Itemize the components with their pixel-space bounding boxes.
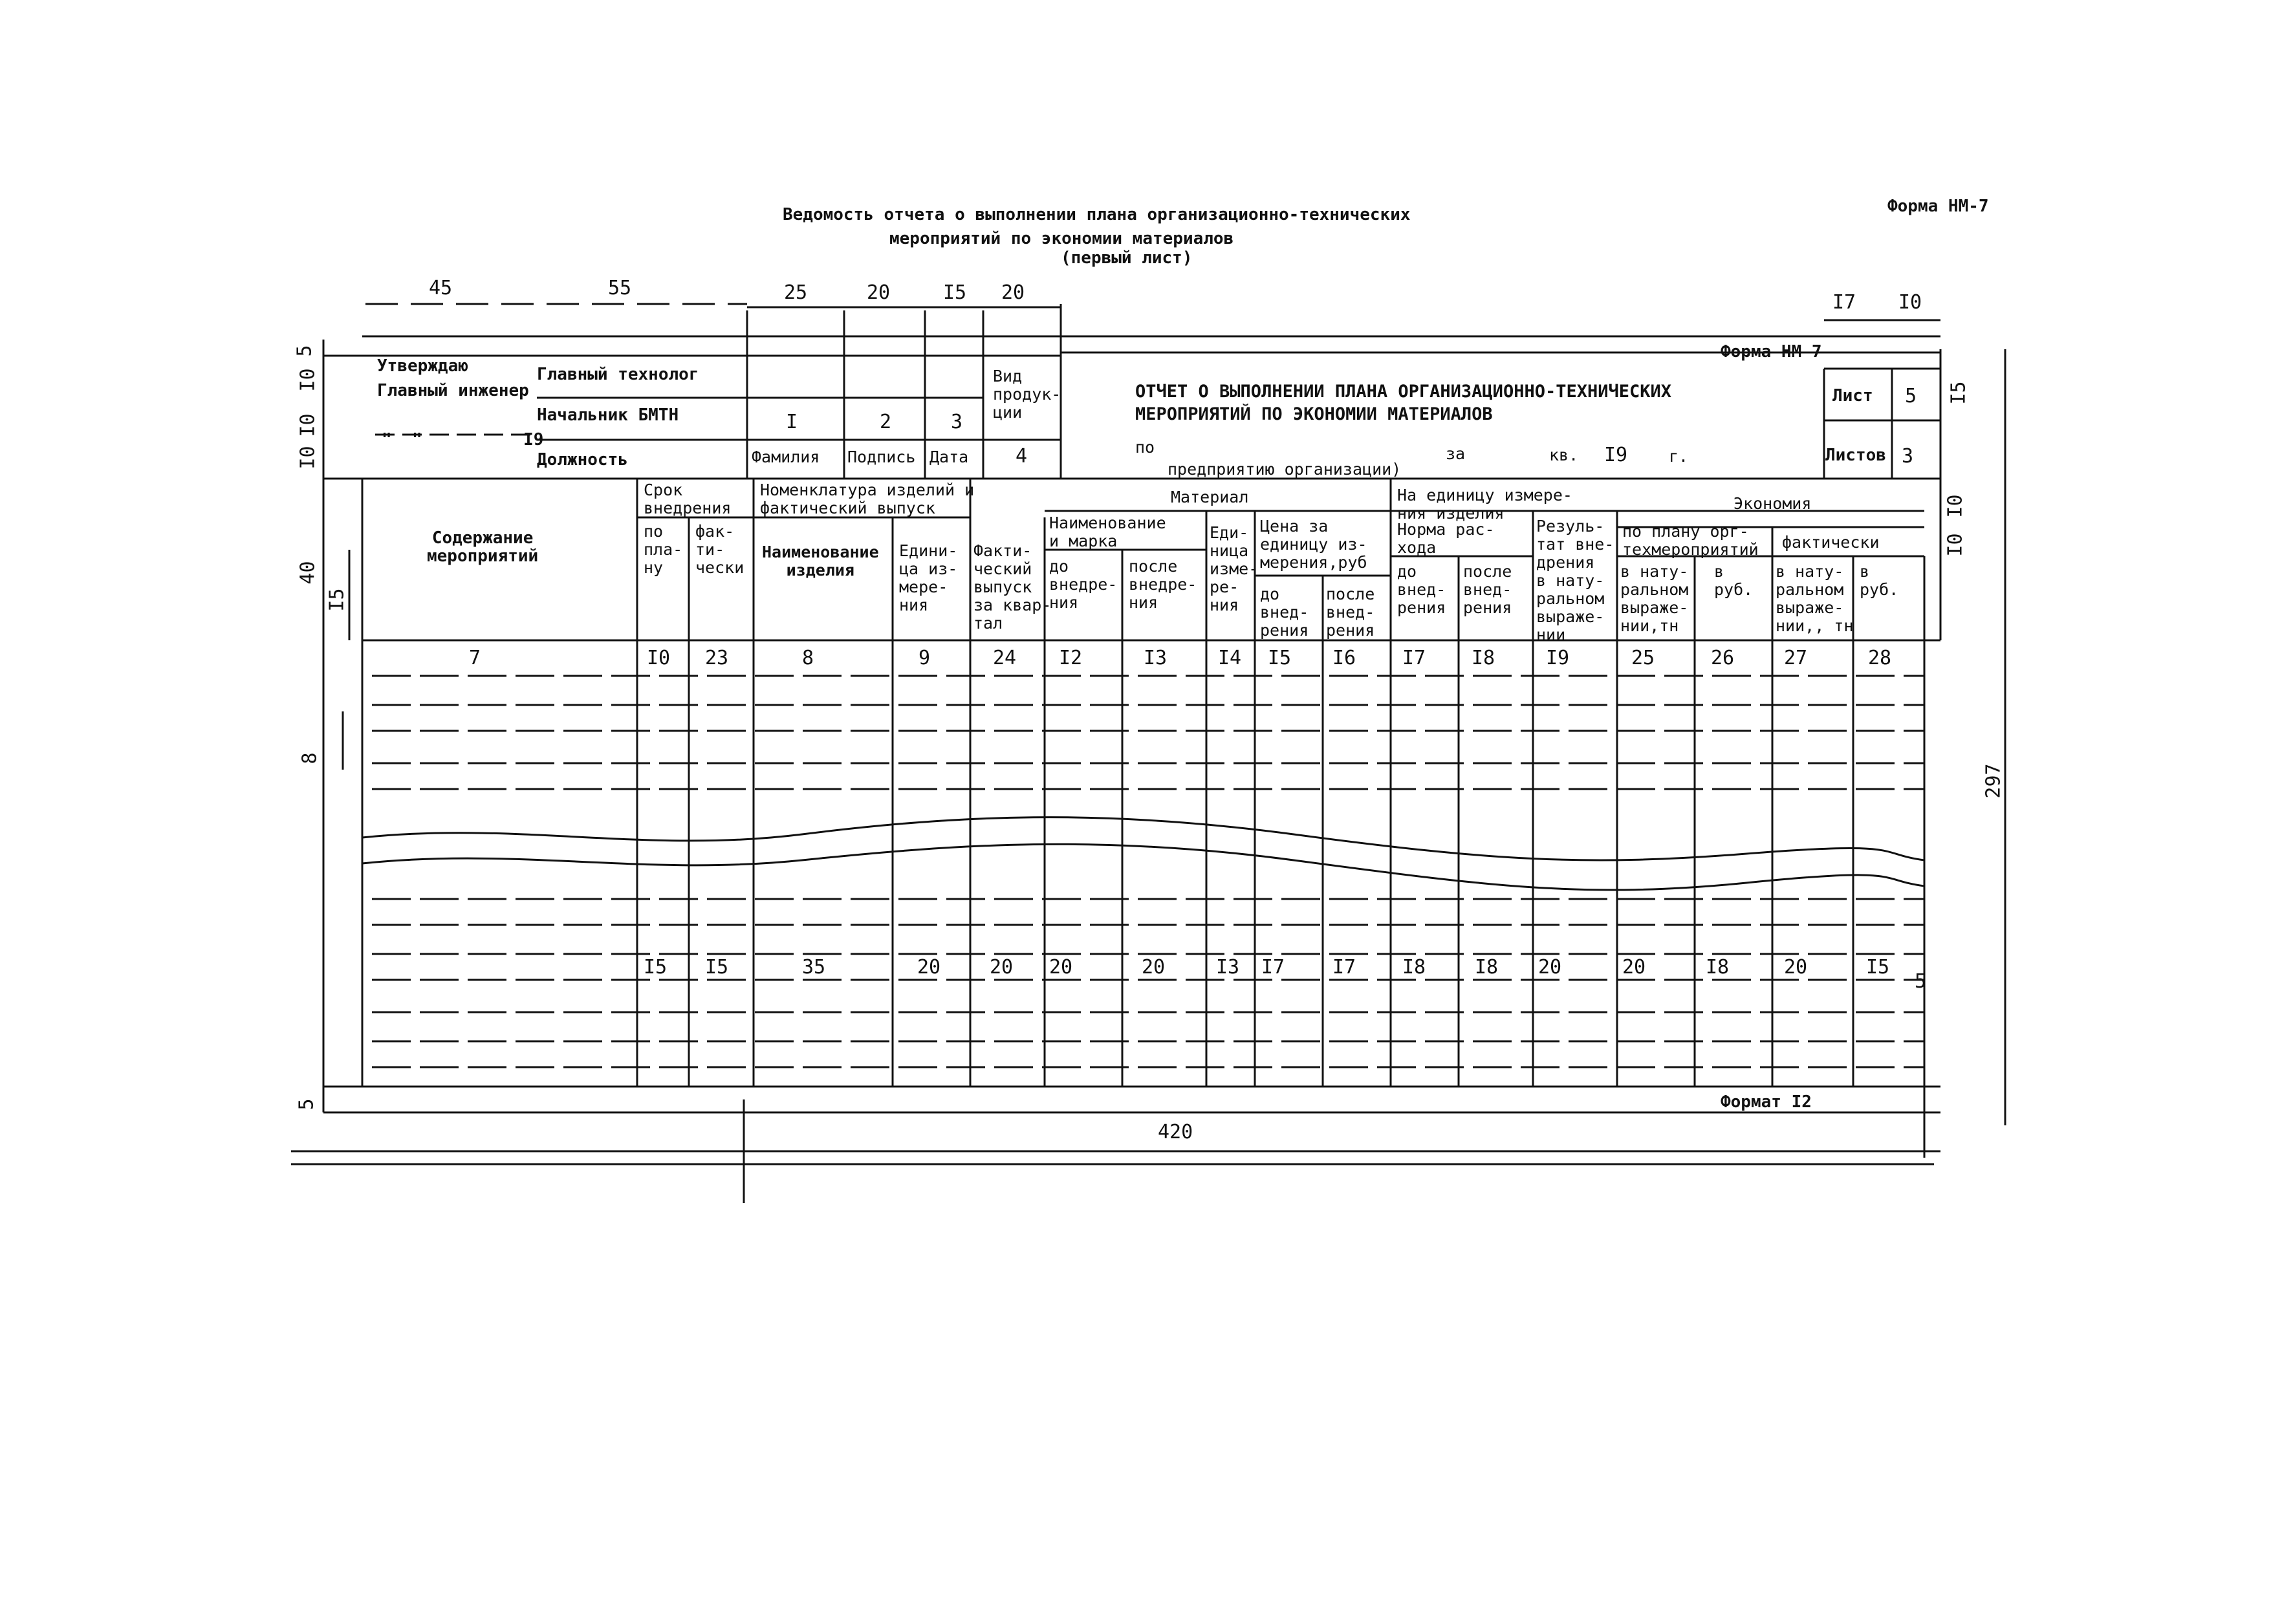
left-dim-10a: I0 (296, 368, 320, 392)
column-number: I6 (1332, 647, 1356, 669)
form-code: Форма НМ-7 (1887, 197, 1989, 216)
col-norm: Норма рас- хода (1397, 520, 1495, 557)
for-label: за (1446, 444, 1466, 463)
report-title-2: МЕРОПРИЯТИЙ ПО ЭКОНОМИИ МАТЕРИАЛОВ (1135, 404, 1493, 424)
date-line: " " I9 (382, 430, 544, 449)
left-dim-15: I5 (325, 588, 349, 612)
col-rub: в руб. (1714, 562, 1754, 599)
approve-label: Утверждаю (377, 356, 468, 376)
column-width: 20 (917, 956, 941, 979)
signature-label: Подпись (847, 448, 916, 466)
report-title-1: ОТЧЕТ О ВЫПОЛНЕНИИ ПЛАНА ОРГАНИЗАЦИОННО-ТЕХНИЧЕСКИХ (1135, 382, 1672, 402)
column-width: I8 (1475, 956, 1499, 979)
col-content: Содержание мероприятий (427, 528, 539, 566)
sheet-label: Лист (1832, 386, 1873, 406)
dim-20b: 20 (1001, 281, 1025, 304)
enterprise-caption: предприятию организации) (1168, 460, 1402, 479)
column-number: I7 (1402, 647, 1426, 669)
form-label: Форма НМ 7 (1721, 342, 1822, 362)
approval-col-3: 3 (951, 411, 963, 433)
col-norm-after: после внед- рения (1463, 562, 1512, 617)
dim-17: I7 (1832, 291, 1856, 314)
col-term: Срок внедрения (644, 481, 732, 517)
column-number: 27 (1784, 647, 1808, 669)
col-mat-unit: Еди- ница изме- ре- ния (1210, 523, 1259, 614)
sheet-value: 5 (1905, 385, 1917, 407)
column-number: 8 (802, 647, 814, 669)
column-width: 20 (1622, 956, 1646, 979)
format-label: Формат I2 (1721, 1092, 1812, 1112)
column-number: I4 (1218, 647, 1242, 669)
left-dim-10b: I0 (296, 413, 320, 437)
column-number: 7 (469, 647, 481, 669)
column-width: I3 (1216, 956, 1240, 979)
column-width: I8 (1402, 956, 1426, 979)
sheets-label: Листов (1825, 446, 1886, 465)
column-number: I2 (1059, 647, 1083, 669)
column-width: I5 (705, 956, 729, 979)
head-bmtn-label: Начальник БМТН (537, 406, 679, 425)
left-dim-10c: I0 (296, 446, 320, 470)
column-width: 20 (1049, 956, 1073, 979)
title-line-1: Ведомость отчета о выполнении плана организационно-технических (783, 205, 1411, 224)
column-width: I7 (1261, 956, 1285, 979)
position-label: Должность (537, 450, 628, 470)
col-actual: фак- ти- чески (695, 522, 744, 577)
left-dim-8: 8 (298, 752, 321, 764)
right-dim-15: I5 (1947, 381, 1970, 405)
column-width: 35 (802, 956, 826, 979)
column-number: I8 (1472, 647, 1495, 669)
title-line-2: мероприятий по экономии материалов (889, 229, 1234, 248)
dim-15: I5 (943, 281, 967, 304)
col-name-mark: Наименование и марка (1049, 514, 1166, 550)
column-width: 20 (1142, 956, 1166, 979)
col-norm-before: до внед- рения (1397, 562, 1446, 617)
column-width: 20 (1784, 956, 1808, 979)
sheets-value: 3 (1902, 445, 1914, 468)
left-dim-40: 40 (296, 561, 320, 585)
column-number: I3 (1144, 647, 1168, 669)
col-by-plan-org: по плану орг- техмероприятий (1622, 522, 1759, 559)
width-420: 420 (1158, 1121, 1193, 1143)
column-width: 20 (990, 956, 1014, 979)
year-suffix: г. (1669, 447, 1689, 466)
dim-55: 55 (608, 277, 632, 299)
approval-col-2: 2 (880, 411, 892, 433)
column-width: I5 (644, 956, 668, 979)
col-price-before: до внед- рения (1260, 585, 1309, 640)
col-natural: в нату- ральном выраже- нии,тн (1620, 562, 1689, 635)
col-product-name: Наименование изделия (762, 543, 879, 579)
dim-45: 45 (429, 277, 453, 299)
column-number: I0 (647, 647, 671, 669)
chief-technologist-label: Главный технолог (537, 365, 699, 384)
column-number: 9 (918, 647, 931, 669)
approval-col-1: I (786, 411, 798, 433)
dim-20a: 20 (867, 281, 891, 304)
col-natural-2: в нату- ральном выраже- нии,, тн (1776, 562, 1854, 635)
right-dim-5: 5 (1915, 970, 1927, 993)
left-dim-5b: 5 (295, 1098, 318, 1110)
col-unit: Едини- ца из- мере- ния (899, 541, 958, 614)
approval-col-4: 4 (1016, 445, 1028, 468)
col-result: Резуль- тат вне- дрения в нату- ральном выраже- нии (1536, 517, 1614, 644)
dim-25: 25 (784, 281, 808, 304)
column-width: I7 (1332, 956, 1356, 979)
col-after-impl: после внедре- ния (1129, 557, 1197, 612)
col-nomenclature: Номенклатура изделий и фактический выпуск (760, 481, 975, 517)
right-dim-297: 297 (1982, 763, 2005, 799)
left-dim-5: 5 (293, 345, 316, 357)
col-per-unit: На единицу измере- ния изделия (1397, 486, 1572, 523)
product-kind-label: Вид продук- ции (993, 367, 1061, 422)
chief-engineer-label: Главный инженер (377, 381, 529, 400)
by-label: по (1135, 438, 1155, 457)
col-rub-2: в руб. (1860, 562, 1899, 599)
col-by-plan: по пла- ну (644, 522, 683, 577)
right-dim-10b: I0 (1944, 533, 1967, 557)
column-width: I5 (1866, 956, 1890, 979)
column-width: 20 (1538, 956, 1562, 979)
col-before-impl: до внедре- ния (1049, 557, 1118, 612)
quarter-label: кв. (1549, 446, 1579, 464)
col-material: Материал (1171, 488, 1249, 506)
right-dim-10a: I0 (1944, 494, 1967, 518)
surname-label: Фамилия (752, 448, 820, 466)
column-number: I9 (1546, 647, 1570, 669)
dim-10: I0 (1898, 291, 1922, 314)
year-label: I9 (1604, 444, 1628, 466)
column-number: 25 (1631, 647, 1655, 669)
col-economy: Экономия (1733, 494, 1812, 513)
column-width: I8 (1706, 956, 1730, 979)
col-price: Цена за единицу из- мерения,руб (1260, 517, 1367, 572)
title-line-3: (первый лист) (1061, 248, 1193, 268)
column-number: 28 (1868, 647, 1892, 669)
column-number: 26 (1711, 647, 1735, 669)
col-actual-econ: фактически (1782, 533, 1880, 552)
col-price-after: после внед- рения (1326, 585, 1375, 640)
column-number: I5 (1268, 647, 1292, 669)
column-number: 24 (993, 647, 1017, 669)
column-number: 23 (705, 647, 729, 669)
col-actual-output: Факти- ческий выпуск за квар- тал (973, 541, 1052, 633)
date-label: Дата (929, 448, 969, 466)
